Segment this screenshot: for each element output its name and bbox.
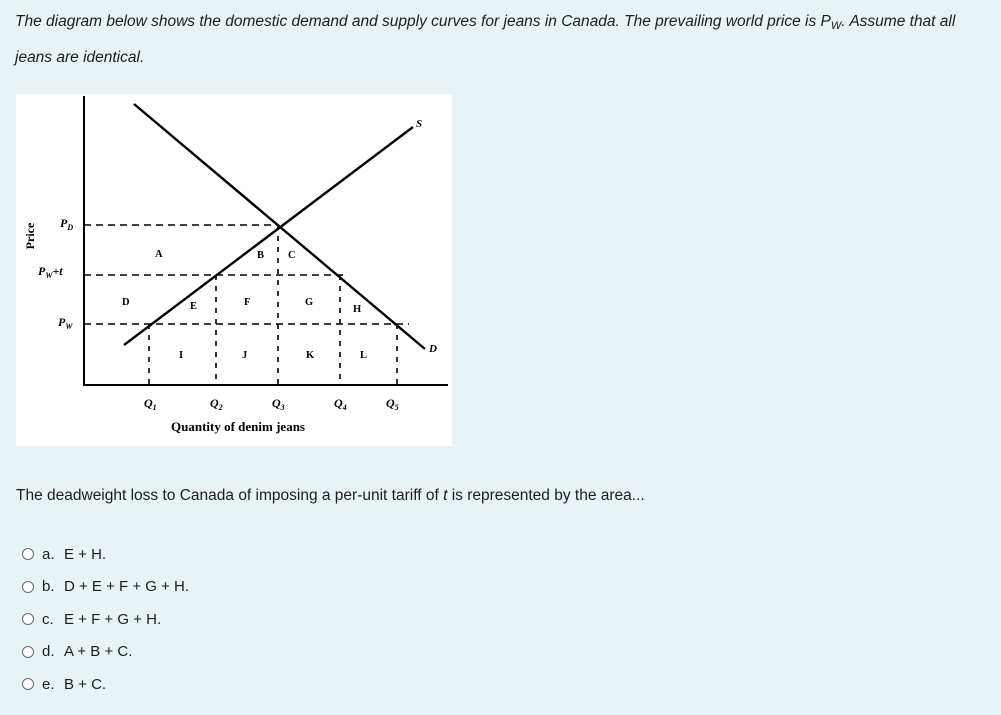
q2-label: $Q_2$ (210, 396, 223, 412)
answer-letter-a: a. (42, 545, 55, 563)
area-j-label: J (242, 350, 248, 361)
radio-button-e[interactable] (22, 678, 34, 690)
pw-label: $P_W$ (58, 315, 73, 331)
pw-plus-t-label: $P_W+t$ (38, 264, 63, 280)
area-g-label: G (305, 297, 314, 308)
answer-text-c: E + F + G + H. (64, 610, 162, 628)
supply-label: S (416, 118, 423, 130)
answer-option-e[interactable] (22, 668, 189, 701)
answer-letter-b: b. (42, 578, 55, 596)
answer-option-d[interactable] (22, 636, 189, 669)
demand-label: D (429, 343, 437, 355)
area-c-label: C (288, 250, 296, 261)
answer-text-d: A + B + C. (64, 643, 133, 661)
question-text-before: The diagram below shows the domestic demand and supply curves for jeans in Canada. The prevailing world price is P (15, 13, 831, 30)
answer-option-b[interactable] (22, 571, 189, 604)
area-b-label: B (257, 250, 265, 261)
question-text-after: . Assume that all jeans are identical. (15, 13, 956, 66)
area-d-label: D (122, 297, 130, 308)
diagram-svg (16, 94, 452, 446)
answer-options (22, 538, 189, 701)
pd-label: $P_D$ (60, 216, 74, 232)
radio-button-a[interactable] (22, 548, 34, 560)
area-a-label: A (155, 249, 163, 260)
answer-letter-c: c. (42, 610, 54, 628)
answer-text-b: D + E + F + G + H. (64, 578, 190, 596)
prompt-after: is represented by the area... (447, 487, 645, 504)
radio-button-b[interactable] (22, 581, 34, 593)
y-axis-label: Price (23, 222, 37, 250)
area-e-label: E (190, 301, 198, 312)
answer-option-c[interactable] (22, 603, 189, 636)
question-prompt (16, 487, 645, 505)
radio-button-d[interactable] (22, 646, 34, 658)
area-k-label: K (306, 350, 315, 361)
q3-label: $Q_3$ (272, 396, 285, 412)
question-pw-subscript: W (830, 20, 842, 32)
q1-label: $Q_1$ (144, 396, 157, 412)
answer-option-a[interactable] (22, 538, 189, 571)
x-axis-label: Quantity of denim jeans (171, 419, 305, 434)
supply-curve (124, 127, 413, 345)
q5-label: $Q_5$ (386, 396, 399, 412)
answer-text-e: B + C. (64, 675, 107, 693)
supply-demand-diagram (16, 94, 452, 446)
area-l-label: L (360, 350, 368, 361)
answer-letter-e: e. (42, 675, 55, 693)
prompt-variable-t: t (443, 487, 448, 504)
q4-label: $Q_4$ (334, 396, 347, 412)
area-h-label: H (353, 304, 362, 315)
prompt-before: The deadweight loss to Canada of imposing a per-unit tariff of (16, 487, 444, 504)
radio-button-c[interactable] (22, 613, 34, 625)
question-text (15, 6, 995, 74)
answer-letter-d: d. (42, 643, 55, 661)
answer-text-a: E + H. (64, 545, 107, 563)
area-i-label: I (179, 350, 184, 361)
area-f-label: F (244, 297, 251, 308)
